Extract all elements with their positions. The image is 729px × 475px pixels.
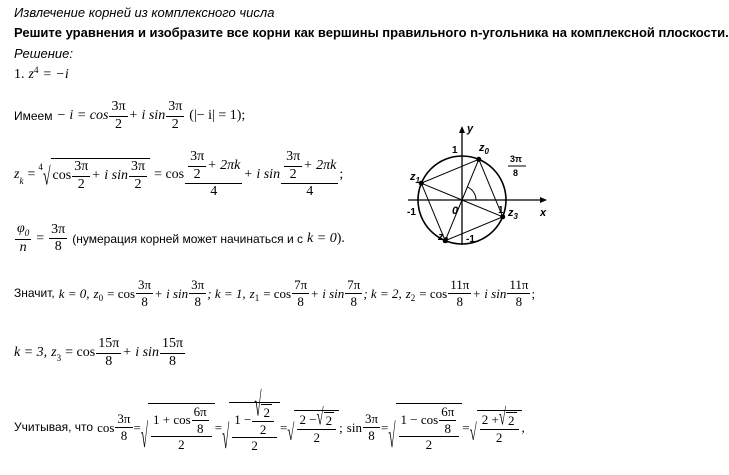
given-word: Учитывая, что [14,420,94,435]
frac-num [15,222,31,240]
angle-num: 3π [510,154,522,164]
isin: + i sin [472,285,507,301]
frac-den: n [19,240,27,256]
frac-big-2 [281,150,338,200]
tick-minus-one-left: -1 [407,207,416,218]
frac-num: 15π [160,337,185,354]
plus-isin: + i sin [243,167,281,183]
frac-num [281,150,338,184]
tick-one-top: 1 [452,145,458,156]
radicand [51,158,151,192]
frac-den: 2 [289,166,297,182]
sqrt-two [316,402,335,430]
radicand [294,402,339,445]
phi-note: (нумерация корней может начинаться и с [72,231,304,246]
frac-num: 3π [72,160,90,177]
frac-den: 8 [196,420,204,436]
root-index: 4 [38,161,43,172]
radical-sign: √ [287,419,295,447]
frac-num [232,383,277,438]
radicand [229,383,280,454]
eq-cos: = cos [419,285,448,301]
angle-arc [467,187,476,200]
sqrt-two [254,383,272,423]
frac-num: 3π [284,150,302,167]
z0-label: $z_0$ [479,142,489,156]
line-zk [14,150,343,200]
sqrt-3 [287,402,339,447]
origin-label: 0 [452,205,459,217]
frac [345,278,362,308]
line-so [14,278,535,308]
frac [115,412,132,442]
frac-num: 3π [117,411,131,427]
frac-den: 8 [444,420,451,436]
frac [448,278,471,308]
eq-cos: = cos [65,345,96,361]
sqrt-4 [388,403,462,455]
phi: φ [17,221,25,236]
radicand [396,403,463,452]
radicand [148,403,215,452]
frac-den: 2 [313,429,321,445]
eq-cos: = cos [154,167,185,183]
k0: k = 0, [58,285,90,301]
cos: cos [97,419,115,435]
angle-den: 8 [513,168,519,178]
zk-eq: = [27,167,36,183]
frac [192,405,209,435]
plus-isin: + i sin [128,108,166,124]
one-minus: 1 − [234,412,252,428]
two-minus: 2 − [299,412,317,428]
eq-cos: = cos [263,285,292,301]
frac-num: 3π [129,160,147,177]
frac-num: 6π [193,404,207,419]
radical-sign: √ [388,415,396,455]
tick-minus-one-bottom: -1 [466,234,475,245]
frac [399,405,460,452]
have-word: Имеем [14,109,53,124]
y-axis-arrow [459,126,465,133]
frac-den: 8 [456,293,463,309]
frac-3pi-2 [109,100,127,132]
inner-frac [284,150,302,182]
frac-den: 8 [350,293,358,309]
cos-text: cos [52,168,72,184]
frac [292,278,309,308]
frac-3pi-8 [49,223,67,255]
two-plus: 2 + [481,412,499,428]
root-point-z0 [476,157,481,162]
line-k3 [14,337,186,369]
sqrt-1 [140,403,215,455]
z1: z [249,285,255,301]
sqrt-5 [469,402,522,447]
zk-var: z [14,167,20,183]
frac-num: 3π [364,411,379,427]
frac-den: 4 [210,184,218,200]
frac-den: 8 [194,293,201,309]
exp-4: 4 [33,64,39,75]
frac-num [252,383,274,423]
plus-2pik: + 2πk [303,157,337,173]
frac-den: 2 [193,166,201,182]
eq: = [279,419,288,435]
inner-frac [188,150,206,182]
frac-num: 11π [450,277,470,292]
frac [96,337,121,369]
frac-den: 8 [515,293,523,309]
frac [252,383,274,437]
line-given [14,383,525,456]
z3-label: $z_3$ [508,207,518,221]
z1-sub: 1 [254,292,260,303]
radical-sign: √ [316,402,324,430]
frac [297,402,336,445]
task-statement: Решите уравнения и изобразите все корни как вершины правильного n-угольника на комплексной плоскости. [14,25,729,40]
frac-den: 8 [368,427,375,443]
line-phi [14,222,345,256]
frac-num [185,150,242,184]
k3: k = 3, [14,345,48,361]
z2-label: $z_2$ [438,231,448,245]
frac-num: 7π [347,277,361,292]
frac [363,412,380,442]
radical-sign: √ [222,416,230,456]
solution-label: Решение: [14,46,74,61]
frac-den: 8 [105,353,113,369]
semicolon: ; [339,419,343,435]
eq-cos: = cos [107,285,136,301]
z1-label: $z_1$ [410,171,420,185]
line-have [14,100,245,132]
frac-big-1 [185,150,242,200]
frac-den: 8 [141,293,148,309]
so-word: Значит, [14,286,55,301]
z-var: z [28,67,34,82]
frac-num: 3π [166,100,184,117]
isin: + i sin [154,285,189,301]
frac-num: 3π [188,150,206,167]
frac-den: 2 [77,176,85,192]
plus-isin: + i sin [91,168,128,184]
frac-num [480,402,519,430]
frac-num [151,405,212,437]
frac-num: 15π [96,337,121,354]
isin: + i sin [310,285,345,301]
sin: sin [346,419,362,435]
frac-3pi-2-d [129,160,147,192]
frac-den: 2 [259,421,267,437]
radicand: 2 [263,405,270,420]
zk-sub: k [19,175,24,186]
frac [507,278,530,308]
radical-sign: √ [42,165,51,193]
frac-phi-n [15,222,31,256]
frac-den: 8 [168,353,176,369]
radicand: 2 [325,413,333,429]
frac-den: 2 [251,438,258,454]
frac-den: 2 [134,176,142,192]
item-number: 1. [14,67,25,82]
x-label: x [540,207,547,219]
frac-3pi-2-c [72,160,90,192]
tick-one-right: 1 [498,205,504,216]
frac-den: 2 [425,437,433,453]
frac-den: 8 [120,427,128,443]
k-zero: k = 0 [307,230,337,246]
frac-den: 8 [297,293,304,309]
one-plus-cos: 1 + cos [152,412,191,428]
radical-sign: √ [498,402,506,430]
semicolon: ; [339,167,344,183]
frac-3pi-2-b [166,100,184,132]
eq: = [214,419,223,435]
radical-sign: √ [140,415,148,455]
eq: = [381,419,389,435]
radical-sign: √ [254,383,262,423]
frac-den: 2 [495,429,503,445]
y-label: y [467,123,474,135]
frac-den: 8 [54,239,62,255]
z2-sub: 2 [410,292,416,303]
close: ). [336,230,345,246]
comma: , [521,419,525,435]
sqrt-two [498,402,517,430]
frac [439,405,456,435]
eq-rhs: = −i [42,67,69,82]
frac-den: 2 [178,437,185,453]
eq: = [462,419,470,435]
frac-num: 3π [138,277,152,292]
eq: = [133,419,141,435]
z0-sub: 0 [98,292,104,303]
frac [136,278,153,308]
k2: ; k = 2, [363,285,402,301]
k1: ; k = 1, [207,285,246,301]
mod-note: (|− i| = 1); [189,108,246,124]
fourth-root [43,158,150,192]
frac-num [297,402,336,430]
radical-sign: √ [469,419,477,447]
sqrt-2 [222,383,280,456]
frac [189,278,206,308]
frac-num: 6π [441,404,455,419]
z3-sub: 3 [56,352,62,363]
frac-den: 2 [114,116,122,132]
x-axis-arrow [540,197,547,203]
frac-num: 3π [191,277,205,292]
frac-num: 7π [294,277,308,292]
frac [160,337,185,369]
frac [151,405,212,452]
z2: z [405,285,411,301]
radicand: 2 [508,413,515,429]
z3: z [51,345,57,361]
plus-2pik: + 2πk [207,157,241,173]
frac [480,402,519,445]
radicand [477,402,522,445]
frac-den: 2 [171,116,179,132]
eq: = [36,230,45,246]
frac-num: 11π [509,277,529,292]
section-title: Извлечение корней из комплексного числа [14,5,275,20]
frac-num: 3π [49,223,67,240]
isin: + i sin [122,345,159,361]
roots-diagram [400,120,550,250]
have-lhs: − i = cos [56,108,109,124]
one-minus-cos: 1 − cos [400,412,439,428]
frac-den: 4 [306,184,314,200]
phi-sub: 0 [24,227,30,238]
frac [232,383,277,454]
frac-num [399,405,460,437]
semicolon: ; [531,285,536,301]
equation-1 [14,64,69,82]
z0: z [93,285,99,301]
frac-num: 3π [109,100,127,117]
